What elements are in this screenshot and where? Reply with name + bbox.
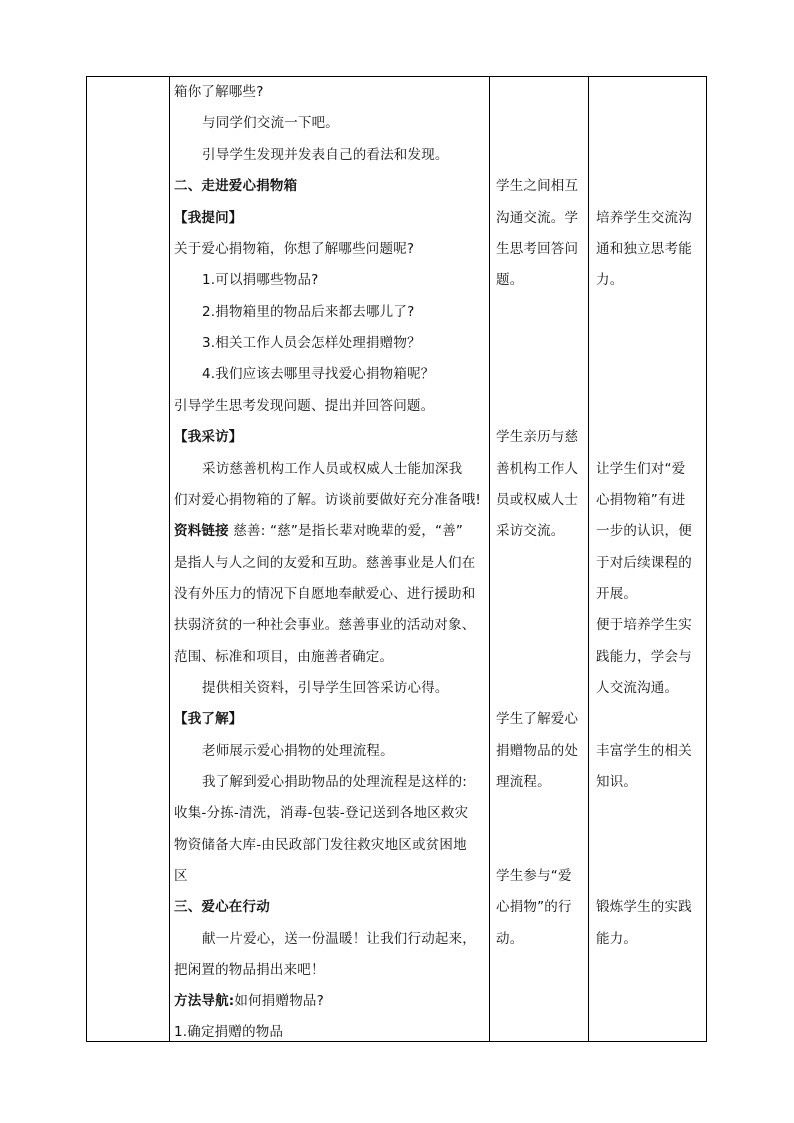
activity-line: 学生参与“爱 <box>496 868 572 884</box>
text-line: 箱你了解哪些? <box>174 84 264 100</box>
text-line: 物资储备大库-由民政部门发往救灾地区或贫困地 <box>174 837 467 853</box>
purpose-line: 人交流沟通。 <box>596 680 679 696</box>
activity-line: 学生亲历与慈 <box>496 429 579 445</box>
subsection-heading: 【我提问】 <box>174 210 243 226</box>
column-divider-3 <box>588 77 589 1041</box>
purpose-line: 让学生们对“爱 <box>596 461 686 477</box>
text-line: 们对爱心捐物箱的了解。访谈前要做好充分准备哦! <box>174 492 482 508</box>
subsection-heading: 【我采访】 <box>174 429 243 445</box>
purpose-line: 开展。 <box>596 586 638 602</box>
activity-line: 学生了解爱心 <box>496 711 579 727</box>
text-line: 没有外压力的情况下自愿地奉献爱心、进行援助和 <box>174 586 476 602</box>
activity-line: 动。 <box>496 931 524 947</box>
activity-line: 理流程。 <box>496 774 551 790</box>
purpose-line: 锻炼学生的实践 <box>596 899 692 915</box>
activity-line: 沟通交流。学 <box>496 210 579 226</box>
activity-line: 采访交流。 <box>496 523 565 539</box>
purpose-line: 丰富学生的相关 <box>596 743 692 759</box>
resource-link-label: 资料链接 <box>174 523 229 539</box>
text-line: 是指人与人之间的友爱和互助。慈善事业是人们在 <box>174 555 476 571</box>
purpose-line: 践能力，学会与 <box>596 649 692 665</box>
purpose-line: 力。 <box>596 272 624 288</box>
text-line: 与同学们交流一下吧。 <box>202 115 339 131</box>
list-item: 3.相关工作人员会怎样处理捐赠物？ <box>202 335 421 351</box>
text-line: 扶弱济贫的一种社会事业。慈善事业的活动对象、 <box>174 617 476 633</box>
purpose-line: 心捐物箱”有进 <box>596 492 686 508</box>
section-heading: 二、走进爱心捐物箱 <box>174 178 298 194</box>
column-divider-2 <box>489 77 490 1041</box>
purpose-line: 通和独立思考能 <box>596 241 692 257</box>
method-guide-line <box>174 991 324 1011</box>
purpose-line: 于对后续课程的 <box>596 555 692 571</box>
text-line: 关于爱心捐物箱，你想了解哪些问题呢? <box>174 241 415 257</box>
list-item: 2.捐物箱里的物品后来都去哪儿了? <box>202 304 415 320</box>
method-guide-text: 如何捐赠物品? <box>234 993 324 1009</box>
text-line: 区 <box>174 868 188 884</box>
list-item: 4.我们应该去哪里寻找爱心捐物箱呢？ <box>202 366 435 382</box>
subsection-heading: 【我了解】 <box>174 711 243 727</box>
purpose-line: 知识。 <box>596 774 638 790</box>
activity-line: 生思考回答问 <box>496 241 579 257</box>
activity-line: 心捐物”的行 <box>496 899 572 915</box>
section-heading: 三、爱心在行动 <box>174 899 270 915</box>
resource-link-text: 慈善: “慈”是指长辈对晚辈的爱，“善” <box>228 523 464 539</box>
text-line: 我了解到爱心捐助物品的处理流程是这样的: <box>202 774 468 790</box>
text-line: 收集-分拣-清洗，消毒-包装-登记送到各地区救灾 <box>174 805 469 821</box>
text-line: 把闲置的物品捐出来吧！ <box>174 962 325 978</box>
text-line: 老师展示爱心捐物的处理流程。 <box>202 743 394 759</box>
text-line: 引导学生发现并发表自己的看法和发现。 <box>202 147 449 163</box>
purpose-line: 一步的认识，便 <box>596 523 692 539</box>
activity-line: 题。 <box>496 272 524 288</box>
resource-link-line <box>174 521 463 541</box>
method-guide-label: 方法导航: <box>174 993 235 1009</box>
list-item: 1.确定捐赠的物品 <box>174 1024 284 1040</box>
purpose-line: 能力。 <box>596 931 638 947</box>
activity-line: 员或权威人士 <box>496 492 579 508</box>
column-divider-1 <box>169 77 170 1041</box>
text-line: 献一片爱心，送一份温暖！让我们行动起来， <box>202 931 476 947</box>
activity-line: 善机构工作人 <box>496 461 579 477</box>
text-line: 提供相关资料，引导学生回答采访心得。 <box>202 680 449 696</box>
purpose-line: 便于培养学生实 <box>596 617 692 633</box>
text-line: 范围、标准和项目，由施善者确定。 <box>174 649 394 665</box>
activity-line: 学生之间相互 <box>496 178 579 194</box>
list-item: 1.可以捐哪些物品? <box>202 272 319 288</box>
activity-line: 捐赠物品的处 <box>496 743 579 759</box>
purpose-line: 培养学生交流沟 <box>596 210 692 226</box>
text-line: 引导学生思考发现问题、提出并回答问题。 <box>174 398 435 414</box>
text-line: 采访慈善机构工作人员或权威人士能加深我 <box>202 461 463 477</box>
